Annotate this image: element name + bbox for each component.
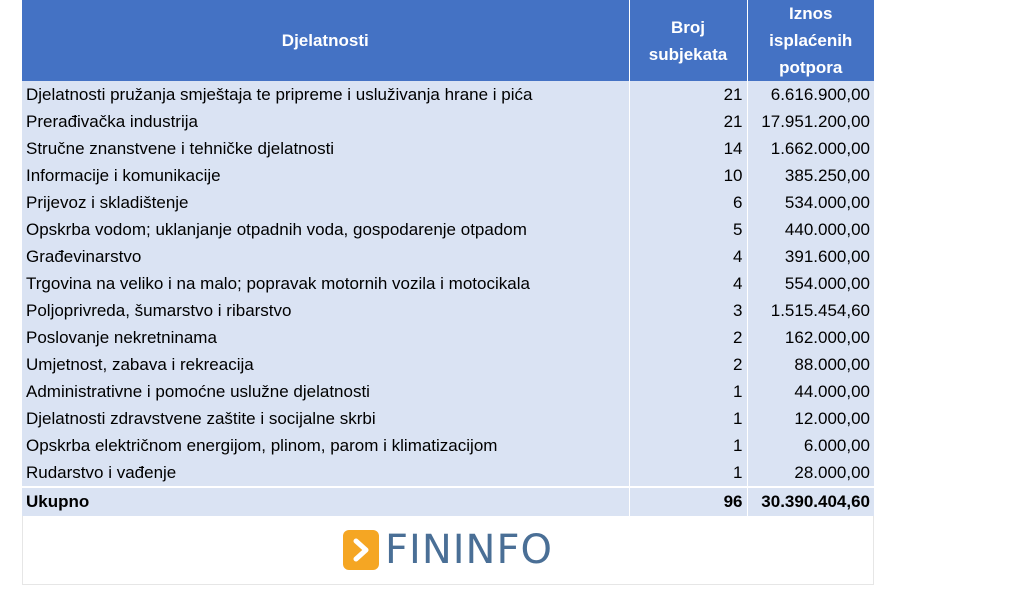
cell-activity: Rudarstvo i vađenje	[22, 459, 629, 487]
cell-amount: 162.000,00	[747, 324, 874, 351]
table-row	[22, 135, 874, 162]
cell-amount: 17.951.200,00	[747, 108, 874, 135]
cell-count: 4	[629, 243, 747, 270]
cell-activity: Opskrba vodom; uklanjanje otpadnih voda, gospodarenje otpadom	[22, 216, 629, 243]
cell-amount: 6.000,00	[747, 432, 874, 459]
total-count: 96	[629, 487, 747, 516]
table-row	[22, 405, 874, 432]
cell-activity: Poslovanje nekretninama	[22, 324, 629, 351]
table-row	[22, 216, 874, 243]
table-row	[22, 162, 874, 189]
logo-text: FININFO	[385, 527, 553, 573]
cell-activity: Prerađivačka industrija	[22, 108, 629, 135]
cell-activity: Poljoprivreda, šumarstvo i ribarstvo	[22, 297, 629, 324]
cell-amount: 12.000,00	[747, 405, 874, 432]
table-row	[22, 270, 874, 297]
table-row	[22, 459, 874, 487]
logo-area	[22, 516, 874, 585]
cell-amount: 1.515.454,60	[747, 297, 874, 324]
cell-count: 21	[629, 81, 747, 108]
chevron-right-icon	[343, 530, 379, 570]
header-activity: Djelatnosti	[22, 0, 629, 81]
cell-amount: 385.250,00	[747, 162, 874, 189]
cell-activity: Stručne znanstvene i tehničke djelatnosti	[22, 135, 629, 162]
cell-amount: 391.600,00	[747, 243, 874, 270]
header-count: Broj subjekata	[629, 0, 747, 81]
table-row	[22, 324, 874, 351]
cell-count: 14	[629, 135, 747, 162]
subsidy-table-sheet	[22, 0, 874, 585]
header-amount: Iznos isplaćenih potpora	[747, 0, 874, 81]
cell-count: 1	[629, 405, 747, 432]
cell-count: 4	[629, 270, 747, 297]
table-total-row	[22, 487, 874, 516]
cell-activity: Administrativne i pomoćne uslužne djelatnosti	[22, 378, 629, 405]
subsidy-table	[22, 0, 874, 516]
cell-amount: 554.000,00	[747, 270, 874, 297]
cell-count: 1	[629, 432, 747, 459]
table-row	[22, 243, 874, 270]
cell-count: 2	[629, 324, 747, 351]
table-header-row	[22, 0, 874, 81]
cell-count: 6	[629, 189, 747, 216]
table-row	[22, 351, 874, 378]
table-body	[22, 81, 874, 516]
table-row	[22, 81, 874, 108]
cell-activity: Opskrba električnom energijom, plinom, parom i klimatizacijom	[22, 432, 629, 459]
cell-activity: Prijevoz i skladištenje	[22, 189, 629, 216]
cell-count: 3	[629, 297, 747, 324]
cell-amount: 440.000,00	[747, 216, 874, 243]
cell-amount: 44.000,00	[747, 378, 874, 405]
cell-activity: Trgovina na veliko i na malo; popravak motornih vozila i motocikala	[22, 270, 629, 297]
cell-count: 10	[629, 162, 747, 189]
cell-amount: 1.662.000,00	[747, 135, 874, 162]
fininfo-logo	[343, 527, 553, 573]
cell-amount: 88.000,00	[747, 351, 874, 378]
total-label: Ukupno	[22, 487, 629, 516]
cell-amount: 28.000,00	[747, 459, 874, 487]
cell-count: 2	[629, 351, 747, 378]
table-row	[22, 432, 874, 459]
cell-count: 5	[629, 216, 747, 243]
cell-activity: Djelatnosti pružanja smještaja te pripreme i usluživanja hrane i pića	[22, 81, 629, 108]
cell-activity: Djelatnosti zdravstvene zaštite i socijalne skrbi	[22, 405, 629, 432]
cell-activity: Informacije i komunikacije	[22, 162, 629, 189]
total-amount: 30.390.404,60	[747, 487, 874, 516]
cell-count: 21	[629, 108, 747, 135]
cell-amount: 534.000,00	[747, 189, 874, 216]
table-row	[22, 189, 874, 216]
cell-count: 1	[629, 459, 747, 487]
cell-activity: Građevinarstvo	[22, 243, 629, 270]
table-row	[22, 297, 874, 324]
table-row	[22, 378, 874, 405]
cell-activity: Umjetnost, zabava i rekreacija	[22, 351, 629, 378]
table-row	[22, 108, 874, 135]
cell-count: 1	[629, 378, 747, 405]
cell-amount: 6.616.900,00	[747, 81, 874, 108]
